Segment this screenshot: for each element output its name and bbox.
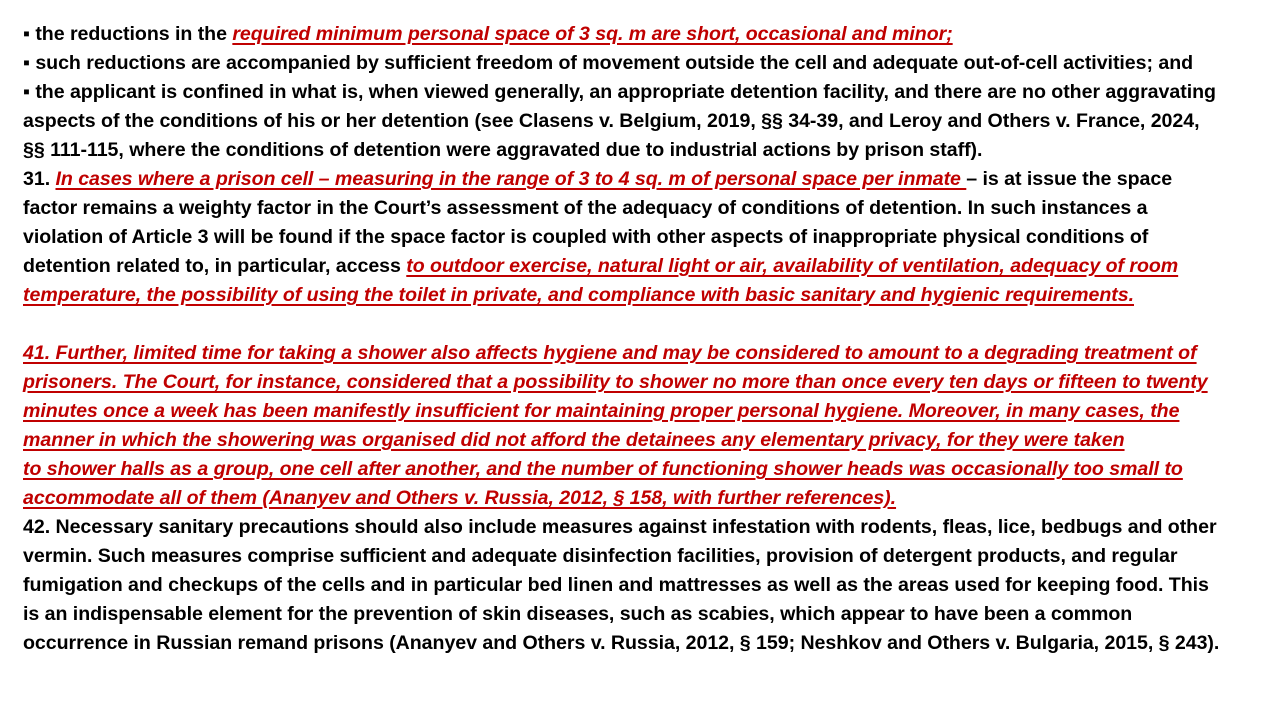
body-text: the reductions in the [35,23,233,45]
text-line [23,426,1263,455]
highlighted-text: manner in which the showering was organised did not afford the detainees any elementary privacy, for they were taken [23,429,1125,451]
text-line [23,455,1263,484]
text-line [23,571,1263,600]
highlighted-text: to shower halls as a group, one cell after another, and the number of functioning shower heads was occasionally too small to [23,458,1183,480]
text-line [23,600,1263,629]
bullet-item-line [23,78,1263,107]
bullet-marker: ▪ [23,23,30,45]
text-line [23,542,1263,571]
bullet-marker: ▪ [23,52,30,74]
bullet-item-line [23,136,1263,165]
body-text: such reductions are accompanied by sufficient freedom of movement outside the cell and adequate out-of-cell activities; and [35,52,1194,74]
body-text: – is at issue the space [966,168,1173,190]
text-line [23,194,1263,223]
highlighted-text: required minimum personal space of 3 sq. m are short, occasional and minor; [232,23,953,45]
body-text: occurrence in Russian remand prisons (Ananyev and Others v. Russia, 2012, § 159; Neshkov and Others v. Bulgaria, 2015, § 243). [23,632,1220,654]
text-line [23,368,1263,397]
highlighted-text: minutes once a week has been manifestly insufficient for maintaining proper personal hygiene. Moreover, in many cases, the [23,400,1180,422]
body-text: factor remains a weighty factor in the Court’s assessment of the adequacy of conditions of detention. In such instances a [23,197,1148,219]
text-line [23,252,1263,281]
highlighted-text: temperature, the possibility of using the toilet in private, and compliance with basic sanitary and hygienic requirements. [23,284,1134,306]
highlighted-text: to outdoor exercise, natural light or air, availability of ventilation, adequacy of room [406,255,1179,277]
text-line [23,281,1263,310]
bullet-item-line [23,49,1263,78]
paragraph-41 [23,339,1263,513]
text-line [23,165,1263,194]
bullet-item-line [23,107,1263,136]
body-text: violation of Article 3 will be found if the space factor is coupled with other aspects of inappropriate physical conditions of [23,226,1149,248]
paragraph-31 [23,165,1263,310]
highlighted-text: prisoners. The Court, for instance, considered that a possibility to shower no more than once every ten days or fifteen to twenty [23,371,1208,393]
document-slide [23,20,1263,658]
highlighted-text: In cases where a prison cell – measuring in the range of 3 to 4 sq. m of personal space per inmate [55,168,967,190]
text-line [23,629,1263,658]
body-text: aspects of the conditions of his or her detention (see Clasens v. Belgium, 2019, §§ 34-39, and Leroy and Others v. France, 2024, [23,110,1200,132]
body-text: fumigation and checkups of the cells and in particular bed linen and mattresses as well as the areas used for keeping food. This [23,574,1209,596]
paragraph-spacer [23,310,1263,339]
text-line [23,513,1263,542]
highlighted-text: accommodate all of them (Ananyev and Others v. Russia, 2012, § 158, with further references). [23,487,897,509]
conditions-bullet-list [23,20,1263,165]
body-text: 42. Necessary sanitary precautions should also include measures against infestation with rodents, fleas, lice, bedbugs and other [23,516,1217,538]
text-line [23,339,1263,368]
paragraph-42 [23,513,1263,658]
body-text: 31. [23,168,56,190]
text-line [23,397,1263,426]
body-text: detention related to, in particular, access [23,255,407,277]
highlighted-text: 41. Further, limited time for taking a shower also affects hygiene and may be considered to amount to a degrading treatment of [23,342,1197,364]
body-text: is an indispensable element for the prevention of skin diseases, such as scabies, which appear to have been a common [23,603,1133,625]
bullet-item-line [23,20,1263,49]
bullet-marker: ▪ [23,81,30,103]
body-text: vermin. Such measures comprise sufficient and adequate disinfection facilities, provision of detergent products, and regular [23,545,1178,567]
text-line [23,223,1263,252]
body-text: §§ 111-115, where the conditions of detention were aggravated due to industrial actions by prison staff). [23,139,983,161]
body-text: the applicant is confined in what is, when viewed generally, an appropriate detention facility, and there are no other aggravating [35,81,1216,103]
text-line [23,484,1263,513]
